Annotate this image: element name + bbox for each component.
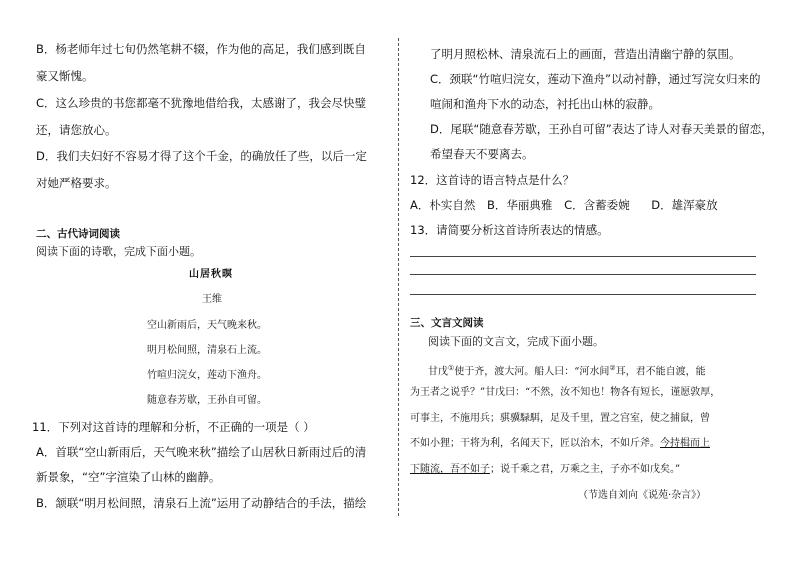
q12-choices <box>410 198 718 212</box>
underlined-sentence: 今持楫而上 <box>660 438 710 449</box>
classical-text-line5 <box>410 463 680 477</box>
q11-option-c-line2: 喧闹和渔舟下水的动态，衬托出山林的寂静。 <box>430 97 660 111</box>
poem-line: 明月松间照，清泉石上流。 <box>147 345 267 356</box>
q10-option-d-line2: 对她严格要求。 <box>36 176 117 190</box>
classical-text-segment: ；说千乘之君，万乘之主，子亦不如戊矣。” <box>490 464 681 475</box>
q13-stem: 13．请简要分析这首诗所表达的情感。 <box>410 223 609 237</box>
classical-text-line2: 为王者之说乎？”甘戊曰：“不然，汝不知也！物各有短长，谨愿敦厚， <box>410 387 721 398</box>
footnote-marker: ② <box>609 364 616 372</box>
q12-choice-b: B．华丽典雅 <box>487 198 553 212</box>
q11-option-d-line1: D．尾联“随意春芳歇，王孙自可留”表达了诗人对春天美景的留恋， <box>430 122 773 136</box>
source-citation: （节选自刘向《说苑·杂言》） <box>578 490 707 501</box>
column-divider <box>398 38 399 516</box>
q12-choice-d: D．雄浑豪放 <box>651 198 718 212</box>
section2-title: 二、古代诗词阅读 <box>36 228 120 240</box>
section3-title: 三、文言文阅读 <box>410 317 484 329</box>
q11-option-a-line2: 新景象，“空”字渲染了山林的幽静。 <box>36 470 221 484</box>
q10-option-c-line2: 还，请您放心。 <box>36 123 117 137</box>
q11-option-b-line2: 了明月照松林、清泉流石上的画面，营造出清幽宁静的氛围。 <box>430 47 741 61</box>
poem-title: 山居秋暝 <box>189 269 233 280</box>
section3-instruction: 阅读下面的文言文，完成下面小题。 <box>428 335 604 348</box>
poem-author: 王维 <box>202 294 222 305</box>
q10-option-b-line1: B．杨老师年过七旬仍然笔耕不辍，作为他的高足，我们感到既自 <box>36 42 366 56</box>
poem-line: 竹喧归浣女，莲动下渔舟。 <box>147 370 267 381</box>
q11-option-d-line2: 希望春天不要离去。 <box>430 147 534 161</box>
poem-line: 空山新雨后，天气晚来秋。 <box>147 320 267 331</box>
answer-line[interactable] <box>410 256 756 257</box>
classical-text-segment: 甘戊 <box>428 366 448 378</box>
q11-stem: 11．下列对这首诗的理解和分析，不正确的一项是（ ） <box>32 420 315 434</box>
q10-option-b-line2: 豪又惭愧。 <box>36 69 94 83</box>
q12-stem: 12．这首诗的语言特点是什么？ <box>410 173 575 187</box>
classical-text-line1 <box>428 361 706 379</box>
classical-text-segment: 不如小狸；干将为利，名闻天下，匠以治木，不如斤斧。 <box>410 438 660 449</box>
underlined-sentence: 下随流，吾不如子 <box>410 464 490 475</box>
poem-line: 随意春芳歇，王孙自可留。 <box>147 395 267 406</box>
section2-instruction: 阅读下面的诗歌，完成下面小题。 <box>36 245 201 258</box>
classical-text-segment: 耳，君不能自渡，能 <box>615 366 706 378</box>
q11-option-b-line1: B．颔联“明月松间照，清泉石上流”运用了动静结合的手法，描绘 <box>36 496 367 510</box>
classical-text-line3: 可事主，不施用兵；骐骥騄駬，足及千里，置之宫室，使之捕鼠，曾 <box>410 413 710 424</box>
q11-option-a-line1: A．首联“空山新雨后，天气晚来秋”描绘了山居秋日新雨过后的清 <box>36 445 367 459</box>
q11-option-c-line1: C．颈联“竹喧归浣女，莲动下渔舟”以动衬静，通过写浣女归来的 <box>430 72 761 86</box>
answer-line[interactable] <box>410 294 756 295</box>
answer-line[interactable] <box>410 274 756 275</box>
classical-text-segment: 使于齐，渡大河。船人曰：“河水间 <box>454 366 610 378</box>
q10-option-d-line1: D．我们夫妇好不容易才得了这个千金，的确放任了些，以后一定 <box>36 149 367 163</box>
classical-text-line4 <box>410 437 710 451</box>
q12-choice-c: C．含蓄委婉 <box>564 198 630 212</box>
q12-choice-a: A．朴实自然 <box>410 198 476 212</box>
footnote-marker: ① <box>448 364 455 372</box>
q10-option-c-line1: C．这么珍贵的书您都毫不犹豫地借给我，太感谢了，我会尽快璧 <box>36 96 367 110</box>
